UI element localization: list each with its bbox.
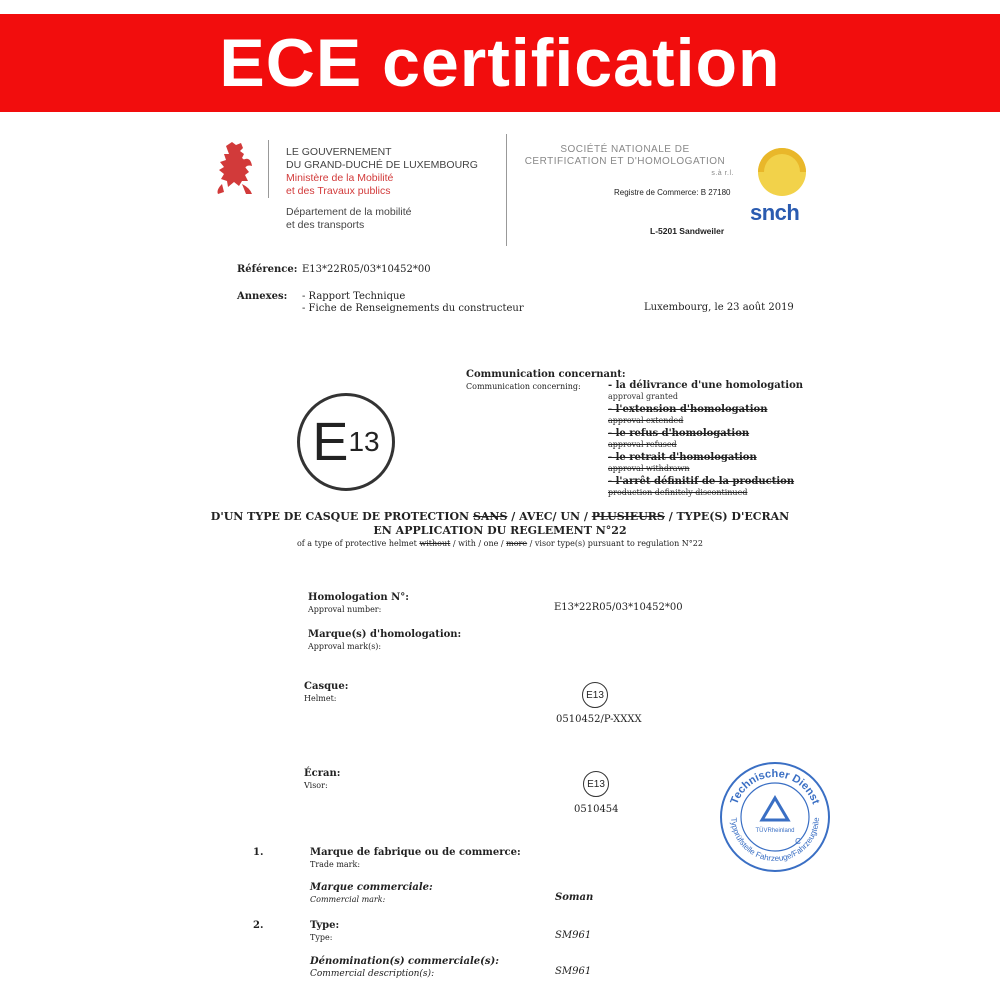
snch-name-line-1: SOCIÉTÉ NATIONALE DE	[560, 144, 690, 155]
reference-label: Référence:	[237, 264, 298, 275]
snch-name-line-3: s.à r.l.	[711, 170, 734, 177]
place-date: Luxembourg, le 23 août 2019	[644, 302, 794, 313]
option-refused: - le refus d'homologation approval refused	[608, 428, 750, 449]
type-heading-line-2: EN APPLICATION DU REGLEMENT N°22	[373, 524, 627, 537]
option-extended: - l'extension d'homologation approval extended	[608, 404, 768, 425]
visor-code: 0510454	[574, 804, 619, 815]
stamp-bottom-text: Typprüfstelle Fahrzeuge/Fahrzeugteile	[728, 817, 822, 864]
gov-line-1: LE GOUVERNEMENT	[286, 146, 392, 158]
type-label-en: Type:	[310, 933, 333, 942]
gov-line-2: DU GRAND-DUCHÉ DE LUXEMBOURG	[286, 159, 478, 171]
communication-subtitle: Communication concerning:	[466, 382, 581, 391]
e13-helmet-mark: E13	[582, 682, 608, 708]
tuv-stamp-icon	[718, 760, 832, 874]
communication-options	[608, 380, 803, 500]
stamp-center-text: TÜVRheinland	[755, 828, 795, 834]
option-withdrawn: - le retrait d'homologation approval withdrawn	[608, 452, 757, 473]
trade-mark-label-en: Trade mark:	[310, 860, 361, 869]
banner	[0, 14, 1000, 112]
approval-number-label: Homologation N°:	[308, 592, 409, 603]
type-heading-line-1: D'UN TYPE DE CASQUE DE PROTECTION SANS / AVEC/ UN / PLUSIEURS / TYPE(S) D'ECRAN	[210, 510, 790, 523]
e13-number: 13	[348, 426, 380, 457]
commercial-mark-label: Marque commerciale:	[310, 882, 433, 893]
helmet-label-en: Helmet:	[304, 694, 337, 703]
approval-marks-label-en: Approval mark(s):	[308, 642, 382, 651]
commercial-description-label: Dénomination(s) commerciale(s):	[310, 956, 499, 967]
annexes-label: Annexes:	[237, 291, 288, 302]
stamp-top-text: Technischer Dienst	[728, 767, 822, 806]
snch-logo-text: snch	[750, 200, 800, 225]
banner-title: ECE certification	[219, 25, 781, 101]
e13-letter: E	[312, 412, 349, 472]
lion-crest-icon	[212, 140, 262, 196]
e13-visor-mark: E13	[583, 771, 609, 797]
visor-label: Écran:	[304, 768, 341, 779]
annex-item: - Fiche de Renseignements du constructeur	[302, 303, 524, 314]
item-number: 2.	[253, 920, 264, 931]
approval-marks-label: Marque(s) d'homologation:	[308, 629, 462, 640]
reference-value: E13*22R05/03*10452*00	[302, 264, 431, 275]
snch-name-line-2: CERTIFICATION ET D'HOMOLOGATION	[524, 156, 726, 167]
item-number: 1.	[253, 847, 264, 858]
header-divider-right	[506, 134, 507, 246]
e13-large-mark	[297, 393, 395, 491]
department-line-1: Département de la mobilité	[286, 206, 412, 218]
helmet-code: 0510452/P-XXXX	[556, 714, 642, 725]
communication-title: Communication concernant:	[466, 369, 626, 380]
ministry-line-2: et des Travaux publics	[286, 185, 391, 197]
visor-label-en: Visor:	[304, 781, 328, 790]
commercial-mark-label-en: Commercial mark:	[310, 895, 386, 904]
government-block	[286, 146, 478, 232]
snch-name-block	[516, 144, 734, 180]
svg-text:Typprüfstelle Fahrzeuge/Fahrze	[729, 817, 821, 863]
registre: Registre de Commerce: B 27180	[614, 188, 731, 197]
commercial-description-value: SM961	[555, 966, 592, 977]
ministry-line-1: Ministère de la Mobilité	[286, 172, 394, 184]
department-line-2: et des transports	[286, 219, 365, 231]
commercial-description-label-en: Commercial description(s):	[310, 969, 435, 979]
option-discontinued: - l'arrêt définitif de la production production definitely discontinued	[608, 476, 795, 497]
address: L-5201 Sandweiler	[650, 226, 725, 236]
stamp-letter: C	[795, 837, 801, 846]
type-label: Type:	[310, 920, 340, 931]
header-divider-left	[268, 140, 269, 198]
helmet-label: Casque:	[304, 681, 349, 692]
approval-number-label-en: Approval number:	[308, 605, 382, 614]
annex-item: - Rapport Technique	[302, 291, 406, 302]
trade-mark-label: Marque de fabrique ou de commerce:	[310, 847, 521, 858]
commercial-mark-value: Soman	[555, 892, 594, 903]
option-granted: - la délivrance d'une homologation approval granted	[608, 380, 804, 401]
approval-number-value: E13*22R05/03*10452*00	[554, 602, 683, 613]
type-heading-en: of a type of protective helmet without / with / one / more / visor type(s) pursuant to regulation N°22	[296, 539, 703, 548]
annexes-list	[302, 291, 524, 315]
type-value: SM961	[555, 930, 592, 941]
